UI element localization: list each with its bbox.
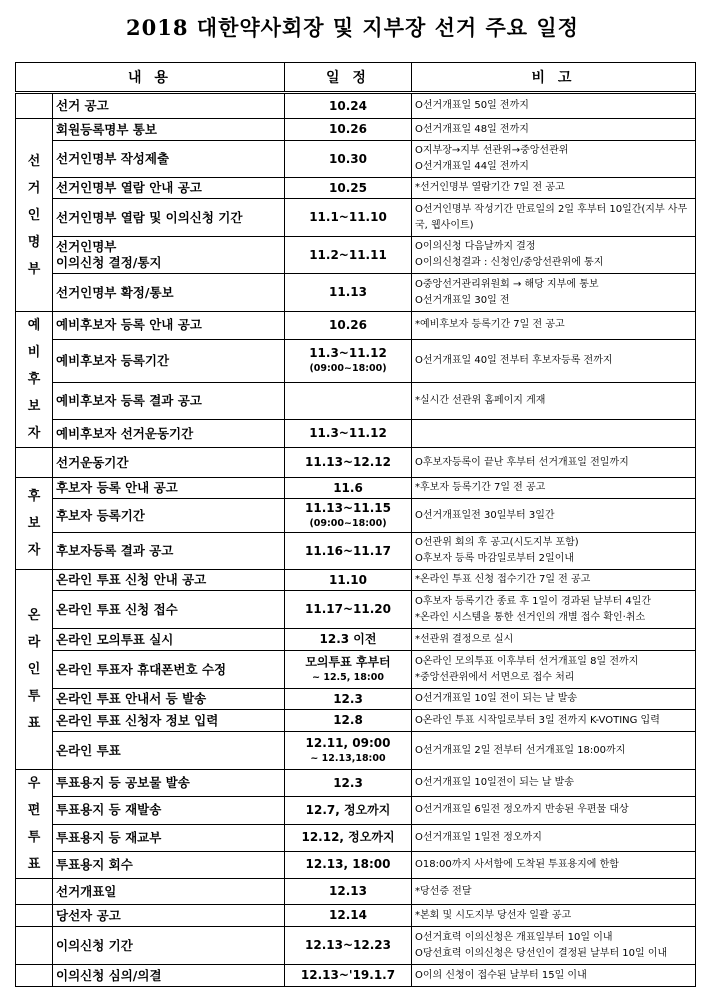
- content-text: 예비후보자 등록기간: [56, 352, 170, 368]
- group-char: 자: [27, 543, 41, 558]
- table-row: [16, 591, 696, 629]
- table-row: [16, 732, 696, 770]
- schedule-cell: [285, 629, 412, 651]
- remarks-cell: [412, 533, 696, 570]
- remark-line: O선거개표일전 30일부터 3일간: [415, 509, 555, 521]
- group-char: 투: [27, 830, 41, 845]
- schedule-subtext: ~ 12.13,18:00: [310, 752, 386, 764]
- content-text: 후보자 등록기간: [56, 507, 145, 523]
- remark-line: O선거개표일 2일 전부터 선거개표일 18:00까지: [415, 744, 626, 756]
- content-cell: [53, 199, 285, 237]
- group-char: 자: [27, 426, 41, 441]
- group-char: 표: [27, 716, 41, 731]
- content-cell: [53, 591, 285, 629]
- schedule-text: 11.16~11.17: [305, 543, 391, 558]
- content-cell: [53, 710, 285, 732]
- remarks-cell: [412, 710, 696, 732]
- remark-line: O선거효력 이의신청은 개표일부터 10일 이내: [415, 931, 613, 943]
- table-row: [16, 312, 696, 340]
- table-row: [16, 710, 696, 732]
- remark-line: O선거개표일 44일 전까지: [415, 161, 529, 172]
- content-cell: [53, 420, 285, 448]
- content-cell: [53, 824, 285, 851]
- table-row: [16, 797, 696, 824]
- schedule-cell: [285, 178, 412, 199]
- content-text: 이의신청 심의/의결: [56, 967, 162, 983]
- content-text: 온라인 투표 신청 안내 공고: [56, 572, 207, 587]
- schedule-cell: [285, 824, 412, 851]
- remarks-cell: [412, 927, 696, 965]
- content-text: 선거인명부 이의신청 결정/통지: [56, 239, 162, 270]
- content-cell: [53, 237, 285, 274]
- schedule-cell: [285, 339, 412, 382]
- group-empty-cell: [16, 448, 53, 478]
- content-cell: [53, 770, 285, 797]
- content-text: 선거 공고: [56, 98, 109, 113]
- remark-line: O선거개표일 48일 전까지: [415, 123, 529, 135]
- group-char: 명: [27, 234, 41, 250]
- schedule-cell: [285, 770, 412, 797]
- remark-line: O선관위 회의 후 공고(시도지부 포함): [415, 537, 579, 548]
- schedule-cell: [285, 591, 412, 629]
- group-char: 거: [27, 180, 41, 196]
- content-cell: [53, 274, 285, 312]
- remarks-cell: [412, 339, 696, 382]
- group-empty-cell: [16, 905, 53, 927]
- remarks-cell: [412, 651, 696, 689]
- schedule-cell: [285, 732, 412, 770]
- table-row: [16, 965, 696, 987]
- content-text: 선거인명부 열람 및 이의신청 기간: [56, 209, 243, 225]
- schedule-subtext: (09:00~18:00): [309, 517, 387, 529]
- remark-line: O이의신청 다음날까지 결정: [415, 241, 536, 252]
- remark-line: O당선효력 이의신청은 당선인이 결정된 날부터 10일 이내: [415, 947, 668, 959]
- schedule-text: 11.6: [333, 480, 363, 495]
- schedule-cell: [285, 199, 412, 237]
- content-cell: [53, 965, 285, 987]
- schedule-text: 11.3~11.12: [309, 426, 387, 441]
- schedule-cell: [285, 797, 412, 824]
- group-char: 후: [27, 372, 41, 387]
- schedule-text: 10.26: [329, 317, 367, 332]
- content-cell: [53, 448, 285, 478]
- content-text: 선거인명부 작성제출: [56, 151, 170, 166]
- schedule-text: 11.2~11.11: [309, 247, 387, 262]
- group-label-online-vote: [16, 570, 53, 770]
- content-cell: [53, 93, 285, 119]
- content-cell: [53, 879, 285, 905]
- group-char: 후: [27, 489, 41, 504]
- remarks-cell: [412, 824, 696, 851]
- page-title: 2018 대한약사회장 및 지부장 선거 주요 일정: [126, 15, 579, 40]
- remark-line: O이의신청결과 : 신청인/중앙선관위에 통지: [415, 257, 604, 268]
- group-label-postal-vote: [16, 770, 53, 879]
- schedule-text: 12.13, 18:00: [305, 857, 391, 872]
- table-row: [16, 382, 696, 420]
- content-cell: [53, 178, 285, 199]
- content-text: 온라인 투표 안내서 등 발송: [56, 691, 207, 706]
- remarks-cell: [412, 851, 696, 878]
- remarks-cell: [412, 93, 696, 119]
- group-label-voter-register: [16, 119, 53, 312]
- table-row: [16, 689, 696, 710]
- remarks-cell: [412, 570, 696, 591]
- remark-line: *실시간 선관위 홈페이지 게재: [415, 394, 546, 406]
- table-row: [16, 339, 696, 382]
- header-remarks: 비 고: [412, 63, 696, 93]
- content-cell: [53, 339, 285, 382]
- schedule-cell: [285, 533, 412, 570]
- remarks-cell: [412, 119, 696, 141]
- group-char: 선: [27, 153, 41, 169]
- remarks-cell: [412, 879, 696, 905]
- schedule-text: 12.8: [333, 713, 363, 727]
- content-cell: [53, 797, 285, 824]
- schedule-cell: [285, 570, 412, 591]
- remarks-cell: [412, 965, 696, 987]
- table-row: [16, 651, 696, 689]
- remark-line: O후보자 등록기간 종료 후 1일이 경과된 날부터 4일간: [415, 595, 652, 607]
- schedule-cell: [285, 851, 412, 878]
- schedule-cell: [285, 420, 412, 448]
- schedule-cell: [285, 965, 412, 987]
- remarks-cell: [412, 629, 696, 651]
- content-cell: [53, 141, 285, 178]
- remark-line: O선거인명부 작성기간 만료일의 2일 후부터 10일간(지부 사무국, 웹사이트): [415, 203, 688, 231]
- table-row: [16, 851, 696, 878]
- remarks-cell: [412, 420, 696, 448]
- content-cell: [53, 570, 285, 591]
- schedule-text: 12.14: [329, 908, 367, 922]
- schedule-subtext: (09:00~18:00): [309, 362, 387, 374]
- schedule-cell: [285, 499, 412, 533]
- group-label-candidate: [16, 478, 53, 570]
- remark-line: O온라인 투표 시작일로부터 3일 전까지 K-VOTING 입력: [415, 714, 660, 726]
- remark-line: *선거인명부 열람기간 7일 전 공고: [415, 182, 565, 193]
- schedule-text: 12.13: [329, 884, 367, 898]
- schedule-text: 11.10: [329, 572, 367, 587]
- schedule-cell: [285, 689, 412, 710]
- content-text: 예비후보자 등록 안내 공고: [56, 317, 202, 333]
- schedule-cell: [285, 237, 412, 274]
- schedule-cell: [285, 448, 412, 478]
- content-text: 선거운동기간: [56, 454, 129, 470]
- remarks-cell: [412, 499, 696, 533]
- table-row: [16, 141, 696, 178]
- remarks-cell: [412, 448, 696, 478]
- group-char: 예: [27, 318, 41, 333]
- content-text: 투표용지 등 재발송: [56, 802, 162, 818]
- schedule-text: 12.11, 09:00: [305, 735, 391, 750]
- remark-line: *중앙선관위에서 서면으로 접수 처리: [415, 671, 575, 683]
- group-char: 보: [27, 399, 41, 414]
- table-header-row: [16, 63, 696, 93]
- content-text: 온라인 투표: [56, 742, 121, 758]
- schedule-text: 11.13~12.12: [305, 455, 391, 469]
- remarks-cell: [412, 274, 696, 312]
- group-char: 부: [27, 261, 41, 277]
- group-char: 편: [27, 803, 41, 818]
- remark-line: O중앙선거관리위원회 → 해당 지부에 통보: [415, 278, 599, 290]
- content-text: 선거인명부 열람 안내 공고: [56, 180, 202, 195]
- content-cell: [53, 651, 285, 689]
- remarks-cell: [412, 689, 696, 710]
- schedule-text: 11.1~11.10: [309, 210, 387, 224]
- table-row: [16, 93, 696, 119]
- content-cell: [53, 478, 285, 499]
- table-row: [16, 879, 696, 905]
- group-empty-cell: [16, 927, 53, 965]
- group-label-pre-candidate: [16, 312, 53, 448]
- content-text: 온라인 투표 신청자 정보 입력: [56, 712, 219, 728]
- table-row: [16, 533, 696, 570]
- schedule-text: 10.26: [329, 122, 367, 136]
- schedule-cell: [285, 905, 412, 927]
- schedule-text: 모의투표 후부터: [305, 654, 391, 669]
- content-text: 후보자 등록 안내 공고: [56, 480, 178, 495]
- group-char: 투: [27, 689, 41, 704]
- schedule-cell: [285, 93, 412, 119]
- content-text: 온라인 모의투표 실시: [56, 631, 174, 647]
- schedule-text: 10.30: [329, 151, 367, 166]
- remark-line: O온라인 모의투표 이후부터 선거개표일 8일 전까지: [415, 655, 639, 667]
- table-row: [16, 178, 696, 199]
- remark-line: *온라인 시스템을 통한 선거인의 개별 접수 확인·취소: [415, 611, 646, 623]
- schedule-cell: [285, 382, 412, 420]
- header-schedule: 일 정: [285, 63, 412, 93]
- group-char: 표: [27, 857, 41, 872]
- group-char: 인: [27, 207, 41, 223]
- table-row: [16, 570, 696, 591]
- table-row: [16, 905, 696, 927]
- schedule-text: 11.13~11.15: [305, 500, 391, 515]
- content-cell: [53, 499, 285, 533]
- content-text: 당선자 공고: [56, 907, 121, 923]
- group-char: 보: [27, 516, 41, 531]
- remark-line: O18:00까지 사서함에 도착된 투표용지에 한함: [415, 858, 619, 870]
- remark-line: O선거개표일 40일 전부터 후보자등록 전까지: [415, 354, 613, 366]
- content-cell: [53, 905, 285, 927]
- remark-line: O후보자 등록 마감일로부터 2일이내: [415, 553, 575, 564]
- remarks-cell: [412, 237, 696, 274]
- header-content: 내 용: [16, 63, 285, 93]
- group-empty-cell: [16, 879, 53, 905]
- content-text: 선거개표일: [56, 883, 117, 899]
- schedule-text: 12.3: [333, 775, 363, 790]
- group-char: 온: [27, 608, 41, 623]
- table-row: [16, 420, 696, 448]
- table-row: [16, 199, 696, 237]
- content-text: 투표용지 회수: [56, 856, 133, 872]
- remarks-cell: [412, 797, 696, 824]
- remark-line: O선거개표일 30일 전: [415, 294, 510, 306]
- remark-line: O이의 신청이 접수된 날부터 15일 이내: [415, 969, 587, 981]
- remarks-cell: [412, 382, 696, 420]
- schedule-text: 11.17~11.20: [305, 602, 391, 616]
- remarks-cell: [412, 178, 696, 199]
- remark-line: *선관위 결정으로 실시: [415, 633, 514, 645]
- schedule-text: 10.25: [329, 180, 367, 195]
- group-char: 라: [27, 635, 41, 650]
- table-row: [16, 119, 696, 141]
- content-cell: [53, 629, 285, 651]
- table-row: [16, 478, 696, 499]
- content-text: 투표용지 등 재교부: [56, 829, 162, 845]
- remarks-cell: [412, 732, 696, 770]
- schedule-cell: [285, 274, 412, 312]
- remark-line: O선거개표일 6일전 정오까지 반송된 우편물 대상: [415, 804, 629, 816]
- content-text: 온라인 투표자 휴대폰번호 수정: [56, 661, 227, 677]
- content-cell: [53, 732, 285, 770]
- schedule-text: 12.7, 정오까지: [305, 802, 391, 817]
- schedule-table: [15, 62, 696, 987]
- content-cell: [53, 851, 285, 878]
- table-row: [16, 629, 696, 651]
- remark-line: O선거개표일 1일전 정오까지: [415, 831, 542, 843]
- table-row: [16, 927, 696, 965]
- remark-line: *본회 및 시도지부 당선자 일괄 공고: [415, 909, 572, 921]
- remarks-cell: [412, 199, 696, 237]
- schedule-cell: [285, 927, 412, 965]
- remarks-cell: [412, 770, 696, 797]
- group-empty-cell: [16, 965, 53, 987]
- content-cell: [53, 689, 285, 710]
- remark-line: *예비후보자 등록기간 7일 전 공고: [415, 319, 565, 331]
- remark-line: O지부장→지부 선관위→중앙선관위: [415, 145, 569, 156]
- table-row: [16, 448, 696, 478]
- content-text: 이의신청 기간: [56, 937, 133, 953]
- table-row: [16, 770, 696, 797]
- remarks-cell: [412, 312, 696, 340]
- remarks-cell: [412, 591, 696, 629]
- table-row: [16, 499, 696, 533]
- schedule-text: 12.3 이전: [319, 632, 377, 646]
- schedule-cell: [285, 879, 412, 905]
- remark-line: O선거개표일 50일 전까지: [415, 100, 529, 111]
- content-text: 온라인 투표 신청 접수: [56, 601, 178, 617]
- schedule-cell: [285, 478, 412, 499]
- schedule-cell: [285, 119, 412, 141]
- group-empty-cell: [16, 93, 53, 119]
- schedule-text: 12.3: [333, 691, 363, 706]
- schedule-text: 12.13~12.23: [305, 938, 391, 952]
- schedule-text: 10.24: [329, 98, 367, 113]
- schedule-text: 11.3~11.12: [309, 345, 387, 360]
- group-char: 우: [27, 776, 41, 791]
- content-text: 예비후보자 등록 결과 공고: [56, 392, 202, 408]
- content-text: 예비후보자 선거운동기간: [56, 425, 194, 441]
- remark-line: O선거개표일 10일전이 되는 날 발송: [415, 777, 574, 789]
- group-char: 인: [27, 662, 41, 677]
- schedule-cell: [285, 312, 412, 340]
- schedule-text: 12.13~'19.1.7: [300, 968, 396, 982]
- remark-line: *당선증 전달: [415, 885, 472, 897]
- group-char: 비: [27, 345, 41, 360]
- content-cell: [53, 927, 285, 965]
- table-row: [16, 824, 696, 851]
- content-cell: [53, 382, 285, 420]
- table-row: [16, 237, 696, 274]
- remark-line: O선거개표일 10일 전이 되는 날 발송: [415, 693, 578, 704]
- schedule-cell: [285, 651, 412, 689]
- schedule-subtext: ~ 12.5, 18:00: [312, 671, 384, 683]
- content-text: 회원등록명부 통보: [56, 121, 157, 137]
- remark-line: *후보자 등록기간 7일 전 공고: [415, 482, 546, 493]
- schedule-text: 11.13: [329, 285, 367, 299]
- remark-line: *온라인 투표 신청 접수기간 7일 전 공고: [415, 574, 591, 585]
- content-cell: [53, 312, 285, 340]
- schedule-cell: [285, 710, 412, 732]
- content-text: 선거인명부 확정/통보: [56, 284, 174, 300]
- content-cell: [53, 533, 285, 570]
- remark-line: O후보자등록이 끝난 후부터 선거개표일 전일까지: [415, 456, 629, 468]
- remarks-cell: [412, 478, 696, 499]
- content-text: 후보자등록 결과 공고: [56, 543, 174, 558]
- schedule-text: 12.12, 정오까지: [301, 830, 395, 845]
- content-cell: [53, 119, 285, 141]
- content-text: 투표용지 등 공보물 발송: [56, 775, 190, 791]
- remarks-cell: [412, 905, 696, 927]
- schedule-cell: [285, 141, 412, 178]
- table-row: [16, 274, 696, 312]
- remarks-cell: [412, 141, 696, 178]
